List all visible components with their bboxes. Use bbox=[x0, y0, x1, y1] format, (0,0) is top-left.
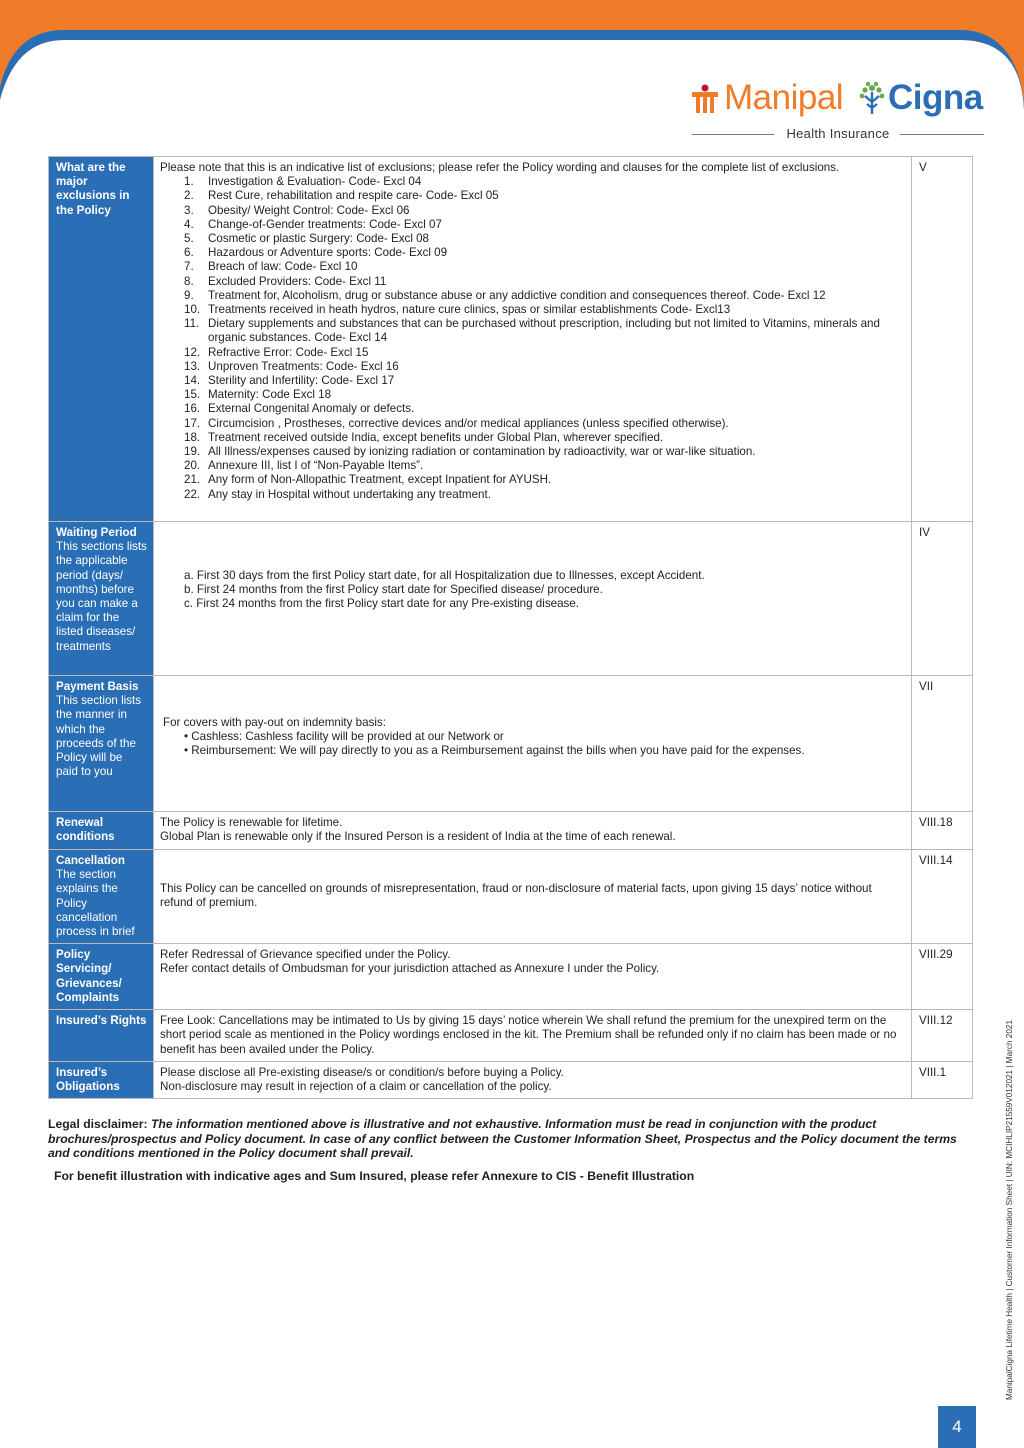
list-item bbox=[160, 445, 905, 459]
content-line: Non-disclosure may result in rejection of a claim or cancellation of the policy. bbox=[160, 1080, 552, 1094]
list-item bbox=[160, 246, 905, 260]
list-item bbox=[160, 232, 905, 246]
row-description: This sections lists the applicable period (days/ months) before you can make a claim for the listed diseases/ treatments bbox=[56, 540, 147, 653]
content-line: Please disclose all Pre-existing disease/s or condition/s before buying a Policy. bbox=[160, 1065, 564, 1079]
list-item bbox=[160, 402, 905, 416]
content-line: Refer Redressal of Grievance specified under the Policy. bbox=[160, 948, 451, 962]
item-text: Unproven Treatments: Code- Excl 16 bbox=[208, 359, 399, 373]
table-row bbox=[49, 157, 973, 522]
row-reference: VIII.29 bbox=[912, 944, 973, 1010]
row-reference: VIII.18 bbox=[912, 812, 973, 850]
item-text: Maternity: Code Excl 18 bbox=[208, 388, 332, 402]
item-number: 7. bbox=[184, 260, 194, 274]
table-row bbox=[49, 812, 973, 850]
legal-disclaimer bbox=[48, 1117, 976, 1161]
cis-table bbox=[48, 156, 973, 1099]
row-heading bbox=[49, 1061, 154, 1098]
item-number: 11. bbox=[184, 317, 200, 331]
list-item bbox=[160, 204, 905, 218]
item-number: 13. bbox=[184, 359, 201, 373]
row-content bbox=[154, 850, 912, 944]
list-item bbox=[160, 303, 905, 317]
list-item bbox=[160, 388, 905, 402]
item-text: Any stay in Hospital without undertaking any treatment. bbox=[208, 487, 491, 501]
item-number: 5. bbox=[184, 232, 194, 246]
item-number: 21. bbox=[184, 473, 201, 487]
item-text: Refractive Error: Code- Excl 15 bbox=[208, 345, 369, 359]
item-number: 8. bbox=[184, 274, 194, 288]
item-text: Obesity/ Weight Control: Code- Excl 06 bbox=[208, 203, 410, 217]
row-content bbox=[154, 157, 912, 522]
row-heading bbox=[49, 812, 154, 850]
item-text: Excluded Providers: Code- Excl 11 bbox=[208, 274, 387, 288]
row-heading bbox=[49, 850, 154, 944]
row-title: Cancellation bbox=[56, 854, 125, 867]
table-row bbox=[49, 522, 973, 676]
item-number: 15. bbox=[184, 388, 201, 402]
item-text: Hazardous or Adventure sports: Code- Excl 09 bbox=[208, 246, 448, 260]
table-row bbox=[49, 676, 973, 812]
list-item bbox=[160, 260, 905, 274]
list-item: c. First 24 months from the first Policy start date for any Pre-existing disease. bbox=[184, 597, 579, 611]
row-description: The section explains the Policy cancellation process in brief bbox=[56, 868, 135, 939]
list-item: b. First 24 months from the first Policy start date for Specified disease/ procedure. bbox=[184, 583, 603, 597]
item-text: Treatments received in heath hydros, nature cure clinics, spas or similar establishments Code- Excl13 bbox=[208, 303, 731, 317]
table-row bbox=[49, 850, 973, 944]
item-number: 18. bbox=[184, 430, 201, 444]
item-text: Investigation & Evaluation- Code- Excl 04 bbox=[208, 175, 422, 189]
row-content bbox=[154, 812, 912, 850]
exclusions-intro: Please note that this is an indicative list of exclusions; please refer the Policy wording and clauses for the complete list of exclusions. bbox=[160, 161, 840, 174]
row-content bbox=[154, 676, 912, 812]
list-item bbox=[160, 488, 905, 502]
content-line: Free Look: Cancellations may be intimated to Us by giving 15 days’ notice wherein We shall refund the premium for the unexpired term on the short period scale as mentioned in the Policy wordings enclosed in the kit. The Premium shall be refunded only if no claim has been made or no benefit has been availed under the Policy. bbox=[160, 1014, 897, 1056]
item-number: 16. bbox=[184, 402, 201, 416]
list-item bbox=[160, 218, 905, 232]
item-number: 22. bbox=[184, 487, 201, 501]
row-reference: VIII.12 bbox=[912, 1010, 973, 1062]
row-content bbox=[154, 944, 912, 1010]
row-content bbox=[154, 1061, 912, 1098]
item-number: 14. bbox=[184, 374, 201, 388]
item-text: Annexure III, list I of “Non-Payable Items”. bbox=[208, 459, 424, 473]
payment-intro: For covers with pay-out on indemnity basis: bbox=[163, 716, 386, 729]
item-number: 6. bbox=[184, 246, 194, 260]
list-item bbox=[160, 431, 905, 445]
item-number: 9. bbox=[184, 288, 194, 302]
item-text: Change-of-Gender treatments: Code- Excl 07 bbox=[208, 217, 442, 231]
list-item bbox=[160, 317, 905, 345]
list-item bbox=[160, 189, 905, 203]
brand-logo bbox=[690, 78, 990, 148]
row-heading bbox=[49, 1010, 154, 1062]
row-title: Insured’s Obligations bbox=[56, 1065, 120, 1094]
item-number: 2. bbox=[184, 189, 194, 203]
list-item bbox=[160, 459, 905, 473]
brand-name-right: Cigna bbox=[888, 78, 983, 117]
item-number: 3. bbox=[184, 203, 194, 217]
item-number: 12. bbox=[184, 345, 201, 359]
list-item bbox=[160, 374, 905, 388]
benefit-illustration-note: For benefit illustration with indicative ages and Sum Insured, please refer Annexure to CIS - Benefit Illustration bbox=[54, 1169, 695, 1183]
exclusions-list bbox=[160, 175, 905, 502]
row-heading bbox=[49, 944, 154, 1010]
list-item bbox=[160, 360, 905, 374]
brand-name-left: Manipal bbox=[724, 78, 844, 117]
item-text: External Congenital Anomaly or defects. bbox=[208, 402, 415, 416]
table-row bbox=[49, 1061, 973, 1098]
content-line: Global Plan is renewable only if the Insured Person is a resident of India at the time of each renewal. bbox=[160, 830, 676, 844]
item-number: 20. bbox=[184, 459, 201, 473]
content-line: Refer contact details of Ombudsman for your jurisdiction attached as Annexure I under the Policy. bbox=[160, 962, 660, 976]
list-item bbox=[160, 275, 905, 289]
table-row bbox=[49, 944, 973, 1010]
row-reference: V bbox=[912, 157, 973, 522]
item-text: Dietary supplements and substances that can be purchased without prescription, including but not limited to Vitamins, minerals and organic substances. Code- Excl 14 bbox=[208, 317, 880, 345]
list-item bbox=[160, 289, 905, 303]
item-text: Treatment received outside India, except benefits under Global Plan, wherever specified. bbox=[208, 430, 664, 444]
row-title: Payment Basis bbox=[56, 680, 139, 693]
disclaimer-label: Legal disclaimer: bbox=[48, 1117, 148, 1131]
content-line: The Policy is renewable for lifetime. bbox=[160, 816, 343, 829]
item-text: Any form of Non-Allopathic Treatment, except Inpatient for AYUSH. bbox=[208, 473, 552, 487]
item-number: 4. bbox=[184, 217, 194, 231]
payment-list bbox=[160, 730, 905, 758]
disclaimer-text: The information mentioned above is illustrative and not exhaustive. Information must be read in conjunction with the product brochures/prospectus and Policy document. In case of any conflict between the Customer Information Sheet, Prospectus and the Policy document the terms and conditions mentioned in the Policy document shall prevail. bbox=[48, 1117, 957, 1161]
row-heading bbox=[49, 157, 154, 522]
page-number: 4 bbox=[938, 1406, 976, 1448]
item-number: 10. bbox=[184, 303, 201, 317]
item-number: 19. bbox=[184, 445, 201, 459]
list-item bbox=[160, 346, 905, 360]
item-text: All Illness/expenses caused by ionizing radiation or contamination by radioactivity, war or war-like situation. bbox=[208, 445, 756, 459]
item-text: Cosmetic or plastic Surgery: Code- Excl 08 bbox=[208, 232, 430, 246]
list-item: a. First 30 days from the first Policy start date, for all Hospitalization due to Illnesses, except Accident. bbox=[184, 569, 705, 582]
item-text: Breach of law: Code- Excl 10 bbox=[208, 260, 358, 274]
item-number: 1. bbox=[184, 175, 194, 189]
row-title: Insured’s Rights bbox=[56, 1014, 147, 1028]
row-title: What are the major exclusions in the Policy bbox=[56, 161, 130, 217]
row-title: Renewal conditions bbox=[56, 816, 115, 844]
row-reference: IV bbox=[912, 522, 973, 676]
row-title: Policy Servicing/ Grievances/ Complaints bbox=[56, 948, 122, 1004]
table-row bbox=[49, 1010, 973, 1062]
row-heading bbox=[49, 676, 154, 812]
brand-subtitle-text: Health Insurance bbox=[786, 126, 890, 141]
item-number: 17. bbox=[184, 416, 201, 430]
item-text: Circumcision , Prostheses, corrective devices and/or medical appliances (unless specified otherwise). bbox=[208, 416, 729, 430]
side-footer-note: ManipalCigna Lifetime Health | Customer Information Sheet | UIN: MCIHLIP21559V012021 | March 2021 bbox=[1005, 1019, 1014, 1400]
row-title: Waiting Period bbox=[56, 526, 137, 539]
item-text: Treatment for, Alcoholism, drug or substance abuse or any addictive condition and consequences thereof. Code- Excl 12 bbox=[208, 288, 826, 302]
row-description: This section lists the manner in which the proceeds of the Policy will be paid to you bbox=[56, 694, 142, 779]
content-line: This Policy can be cancelled on grounds of misrepresentation, fraud or non-disclosure of material facts, upon giving 15 days’ notice without refund of premium. bbox=[160, 882, 872, 910]
list-item: • Cashless: Cashless facility will be provided at our Network or bbox=[184, 730, 504, 744]
list-item: • Reimbursement: We will pay directly to you as a Reimbursement against the bills when you have paid for the expenses. bbox=[184, 744, 805, 758]
row-reference: VII bbox=[912, 676, 973, 812]
row-content bbox=[154, 522, 912, 676]
row-reference: VIII.1 bbox=[912, 1061, 973, 1098]
row-content bbox=[154, 1010, 912, 1062]
brand-subtitle bbox=[690, 126, 984, 142]
waiting-list bbox=[160, 569, 905, 612]
row-heading bbox=[49, 522, 154, 676]
item-text: Sterility and Infertility: Code- Excl 17 bbox=[208, 374, 395, 388]
row-reference: VIII.14 bbox=[912, 850, 973, 944]
list-item bbox=[160, 417, 905, 431]
manipal-mark-icon bbox=[690, 84, 720, 114]
list-item bbox=[160, 473, 905, 487]
item-text: Rest Cure, rehabilitation and respite care- Code- Excl 05 bbox=[208, 189, 499, 203]
list-item bbox=[160, 175, 905, 189]
cigna-tree-icon bbox=[857, 80, 887, 116]
